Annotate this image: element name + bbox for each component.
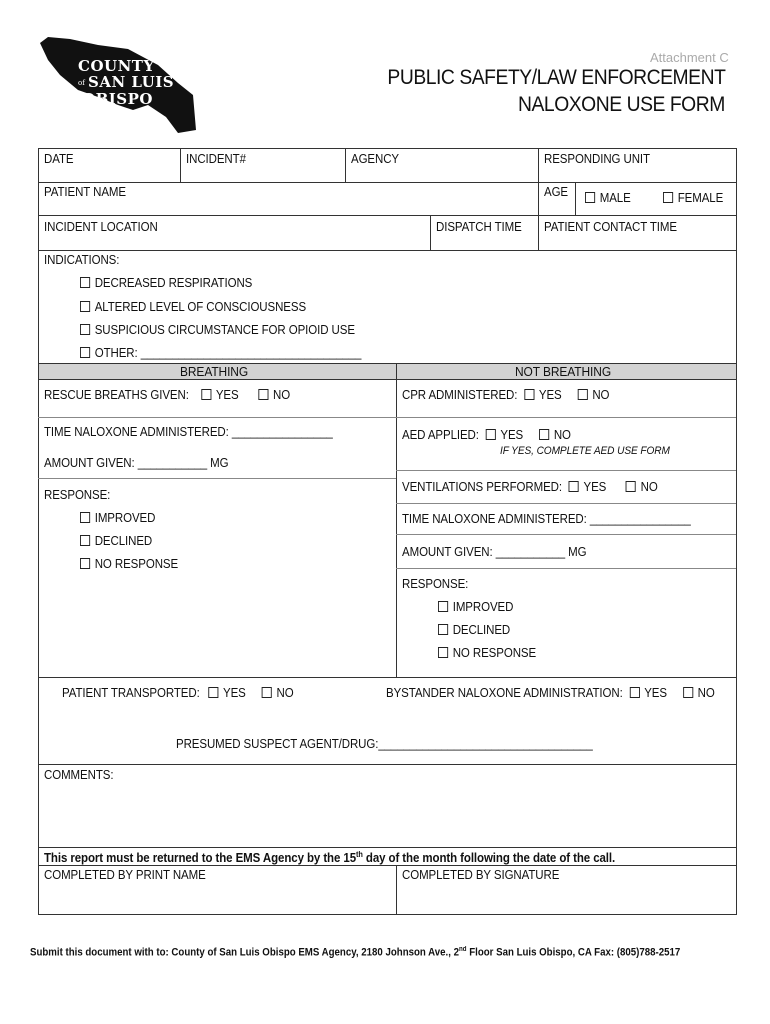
row-divider bbox=[38, 764, 737, 765]
col-divider bbox=[430, 215, 431, 250]
footer-superscript: nd bbox=[459, 946, 467, 953]
bystander-yes-checkbox[interactable] bbox=[629, 687, 639, 698]
no-label: NO bbox=[697, 686, 715, 700]
completed-by-print-name-field[interactable]: COMPLETED BY PRINT NAME bbox=[44, 868, 206, 882]
attachment-label: Attachment C bbox=[650, 50, 729, 65]
ventilations-no-checkbox[interactable] bbox=[626, 481, 636, 492]
improved-label: IMPROVED bbox=[94, 511, 156, 525]
breathing-amount-given-field[interactable]: AMOUNT GIVEN: ___________ MG bbox=[44, 456, 229, 470]
row-divider bbox=[38, 363, 737, 364]
cpr-yes-checkbox[interactable] bbox=[524, 389, 534, 400]
improved-label: IMPROVED bbox=[452, 600, 514, 614]
breathing-response-option[interactable] bbox=[80, 557, 178, 571]
row-divider bbox=[38, 417, 396, 418]
female-checkbox[interactable] bbox=[663, 192, 673, 203]
notice-text-part2: day of the month following the date of the call. bbox=[362, 851, 616, 866]
row-divider bbox=[396, 417, 736, 418]
indication-label: DECREASED RESPIRATIONS bbox=[94, 276, 253, 290]
indication-item[interactable] bbox=[80, 300, 306, 314]
not-breathing-response-option[interactable] bbox=[438, 646, 536, 660]
form-title-line1: PUBLIC SAFETY/LAW ENFORCEMENT bbox=[386, 66, 725, 89]
col-divider bbox=[538, 148, 539, 182]
row-divider bbox=[38, 182, 737, 183]
row-divider bbox=[38, 215, 737, 216]
not-breathing-header: NOT BREATHING bbox=[515, 364, 612, 379]
no-label: NO bbox=[553, 428, 571, 442]
rescue-breaths-row bbox=[44, 388, 290, 402]
no-label: NO bbox=[272, 388, 291, 402]
declined-checkbox[interactable] bbox=[438, 624, 448, 635]
indication-item[interactable] bbox=[80, 276, 252, 290]
section-header-band bbox=[39, 363, 736, 379]
indication-checkbox[interactable] bbox=[80, 347, 90, 358]
no-label: NO bbox=[640, 480, 658, 494]
male-label: MALE bbox=[599, 191, 631, 205]
not-breathing-response-option[interactable] bbox=[438, 600, 513, 614]
indications-label: INDICATIONS: bbox=[44, 253, 120, 267]
cpr-no-checkbox[interactable] bbox=[578, 389, 588, 400]
aed-label: AED APPLIED: bbox=[402, 428, 479, 442]
indication-checkbox[interactable] bbox=[80, 277, 90, 288]
dispatch-time-field[interactable]: DISPATCH TIME bbox=[436, 220, 522, 234]
yes-label: YES bbox=[223, 686, 246, 700]
cpr-row bbox=[402, 388, 609, 402]
female-option[interactable] bbox=[663, 191, 723, 205]
age-field[interactable]: AGE bbox=[544, 185, 569, 199]
comments-label: COMMENTS: bbox=[44, 768, 114, 782]
row-divider bbox=[38, 677, 737, 678]
not-breathing-response-label: RESPONSE: bbox=[402, 577, 469, 591]
indication-item[interactable] bbox=[80, 346, 361, 360]
row-divider bbox=[396, 503, 736, 504]
declined-label: DECLINED bbox=[452, 623, 511, 637]
return-notice bbox=[44, 850, 615, 865]
agency-field[interactable]: AGENCY bbox=[351, 152, 400, 166]
yes-label: YES bbox=[500, 428, 524, 442]
logo-text-county: COUNTY bbox=[78, 57, 155, 75]
responding-unit-field[interactable]: RESPONDING UNIT bbox=[544, 152, 650, 166]
yes-label: YES bbox=[538, 388, 562, 402]
male-checkbox[interactable] bbox=[585, 192, 595, 203]
indication-label: OTHER: ___________________________________ bbox=[94, 346, 362, 360]
ventilations-row bbox=[402, 480, 658, 494]
rescue-breaths-yes-checkbox[interactable] bbox=[201, 389, 211, 400]
col-divider bbox=[575, 182, 576, 215]
comments-field[interactable] bbox=[40, 785, 734, 845]
no-label: NO bbox=[276, 686, 294, 700]
incident-location-field[interactable]: INCIDENT LOCATION bbox=[44, 220, 158, 234]
col-divider bbox=[396, 865, 397, 915]
aed-yes-checkbox[interactable] bbox=[486, 429, 496, 440]
yes-label: YES bbox=[644, 686, 667, 700]
table-left-border bbox=[38, 148, 39, 915]
breathing-time-naloxone-field[interactable]: TIME NALOXONE ADMINISTERED: ________________ bbox=[44, 425, 333, 439]
improved-checkbox[interactable] bbox=[438, 601, 448, 612]
breathing-response-label: RESPONSE: bbox=[44, 488, 111, 502]
table-bottom-border bbox=[38, 914, 737, 915]
patient-name-field[interactable]: PATIENT NAME bbox=[44, 185, 126, 199]
notice-text-part1: This report must be returned to the EMS Agency by the 15 bbox=[44, 851, 357, 866]
indication-label: SUSPICIOUS CIRCUMSTANCE FOR OPIOID USE bbox=[94, 323, 355, 337]
row-divider bbox=[38, 865, 737, 866]
indication-item[interactable] bbox=[80, 323, 355, 337]
improved-checkbox[interactable] bbox=[80, 512, 90, 523]
footer-text-part2: Floor San Luis Obispo, CA Fax: (805)788-2517 bbox=[466, 946, 681, 959]
patient-transported-row bbox=[62, 686, 294, 700]
row-divider bbox=[396, 470, 736, 471]
not-breathing-time-naloxone-field[interactable]: TIME NALOXONE ADMINISTERED: ________________ bbox=[402, 512, 691, 526]
aed-no-checkbox[interactable] bbox=[539, 429, 549, 440]
row-divider bbox=[38, 478, 396, 479]
row-divider bbox=[38, 379, 737, 380]
yes-label: YES bbox=[215, 388, 239, 402]
table-top-border bbox=[38, 148, 737, 149]
indication-label: ALTERED LEVEL OF CONSCIOUSNESS bbox=[94, 300, 307, 314]
female-label: FEMALE bbox=[677, 191, 724, 205]
male-option[interactable] bbox=[585, 191, 631, 205]
declined-label: DECLINED bbox=[94, 534, 153, 548]
rescue-breaths-label: RESCUE BREATHS GIVEN: bbox=[44, 388, 189, 402]
rescue-breaths-no-checkbox[interactable] bbox=[258, 389, 268, 400]
aed-row bbox=[402, 428, 571, 442]
indication-checkbox[interactable] bbox=[80, 324, 90, 335]
bystander-label: BYSTANDER NALOXONE ADMINISTRATION: bbox=[386, 686, 623, 700]
patient-contact-time-field[interactable]: PATIENT CONTACT TIME bbox=[544, 220, 677, 234]
logo-text-of: of bbox=[78, 79, 85, 87]
logo-text-san-luis: SAN LUIS bbox=[88, 73, 175, 91]
row-divider bbox=[396, 568, 736, 569]
col-divider bbox=[538, 182, 539, 215]
indication-checkbox[interactable] bbox=[80, 301, 90, 312]
no-response-checkbox[interactable] bbox=[80, 558, 90, 569]
cpr-label: CPR ADMINISTERED: bbox=[402, 388, 518, 402]
presumed-suspect-agent-field[interactable]: PRESUMED SUSPECT AGENT/DRUG:__________________________________ bbox=[176, 737, 593, 751]
transported-no-checkbox[interactable] bbox=[262, 687, 272, 698]
patient-transported-label: PATIENT TRANSPORTED: bbox=[62, 686, 200, 700]
not-breathing-amount-given-field[interactable]: AMOUNT GIVEN: ___________ MG bbox=[402, 545, 587, 559]
row-divider bbox=[396, 534, 736, 535]
breathing-response-option[interactable] bbox=[80, 511, 155, 525]
logo-text-obispo: OBISPO bbox=[82, 90, 153, 108]
footer-text-part1: Submit this document with to: County of San Luis Obispo EMS Agency, 2180 Johnson Ave., 2 bbox=[30, 946, 460, 959]
date-field[interactable]: DATE bbox=[44, 152, 74, 166]
no-response-label: NO RESPONSE bbox=[452, 646, 537, 660]
ventilations-yes-checkbox[interactable] bbox=[569, 481, 579, 492]
incident-number-field[interactable]: INCIDENT# bbox=[186, 152, 246, 166]
no-response-label: NO RESPONSE bbox=[94, 557, 179, 571]
bystander-no-checkbox[interactable] bbox=[683, 687, 693, 698]
yes-label: YES bbox=[583, 480, 607, 494]
form-title-line2: NALOXONE USE FORM bbox=[518, 93, 725, 116]
col-divider bbox=[345, 148, 346, 182]
bystander-naloxone-row bbox=[386, 686, 715, 700]
notice-superscript: th bbox=[356, 850, 363, 859]
ventilations-label: VENTILATIONS PERFORMED: bbox=[402, 480, 562, 494]
table-right-border bbox=[736, 148, 737, 915]
declined-checkbox[interactable] bbox=[80, 535, 90, 546]
no-response-checkbox[interactable] bbox=[438, 647, 448, 658]
completed-by-signature-field[interactable]: COMPLETED BY SIGNATURE bbox=[402, 868, 560, 882]
transported-yes-checkbox[interactable] bbox=[208, 687, 218, 698]
col-divider bbox=[396, 363, 397, 677]
row-divider bbox=[38, 250, 737, 251]
county-logo bbox=[38, 35, 198, 140]
no-label: NO bbox=[592, 388, 610, 402]
breathing-header: BREATHING bbox=[180, 364, 249, 379]
row-divider bbox=[38, 847, 737, 848]
submission-footer bbox=[30, 946, 680, 959]
breathing-response-option[interactable] bbox=[80, 534, 152, 548]
aed-note: IF YES, COMPLETE AED USE FORM bbox=[500, 445, 670, 457]
col-divider bbox=[538, 215, 539, 250]
not-breathing-response-option[interactable] bbox=[438, 623, 510, 637]
col-divider bbox=[180, 148, 181, 182]
